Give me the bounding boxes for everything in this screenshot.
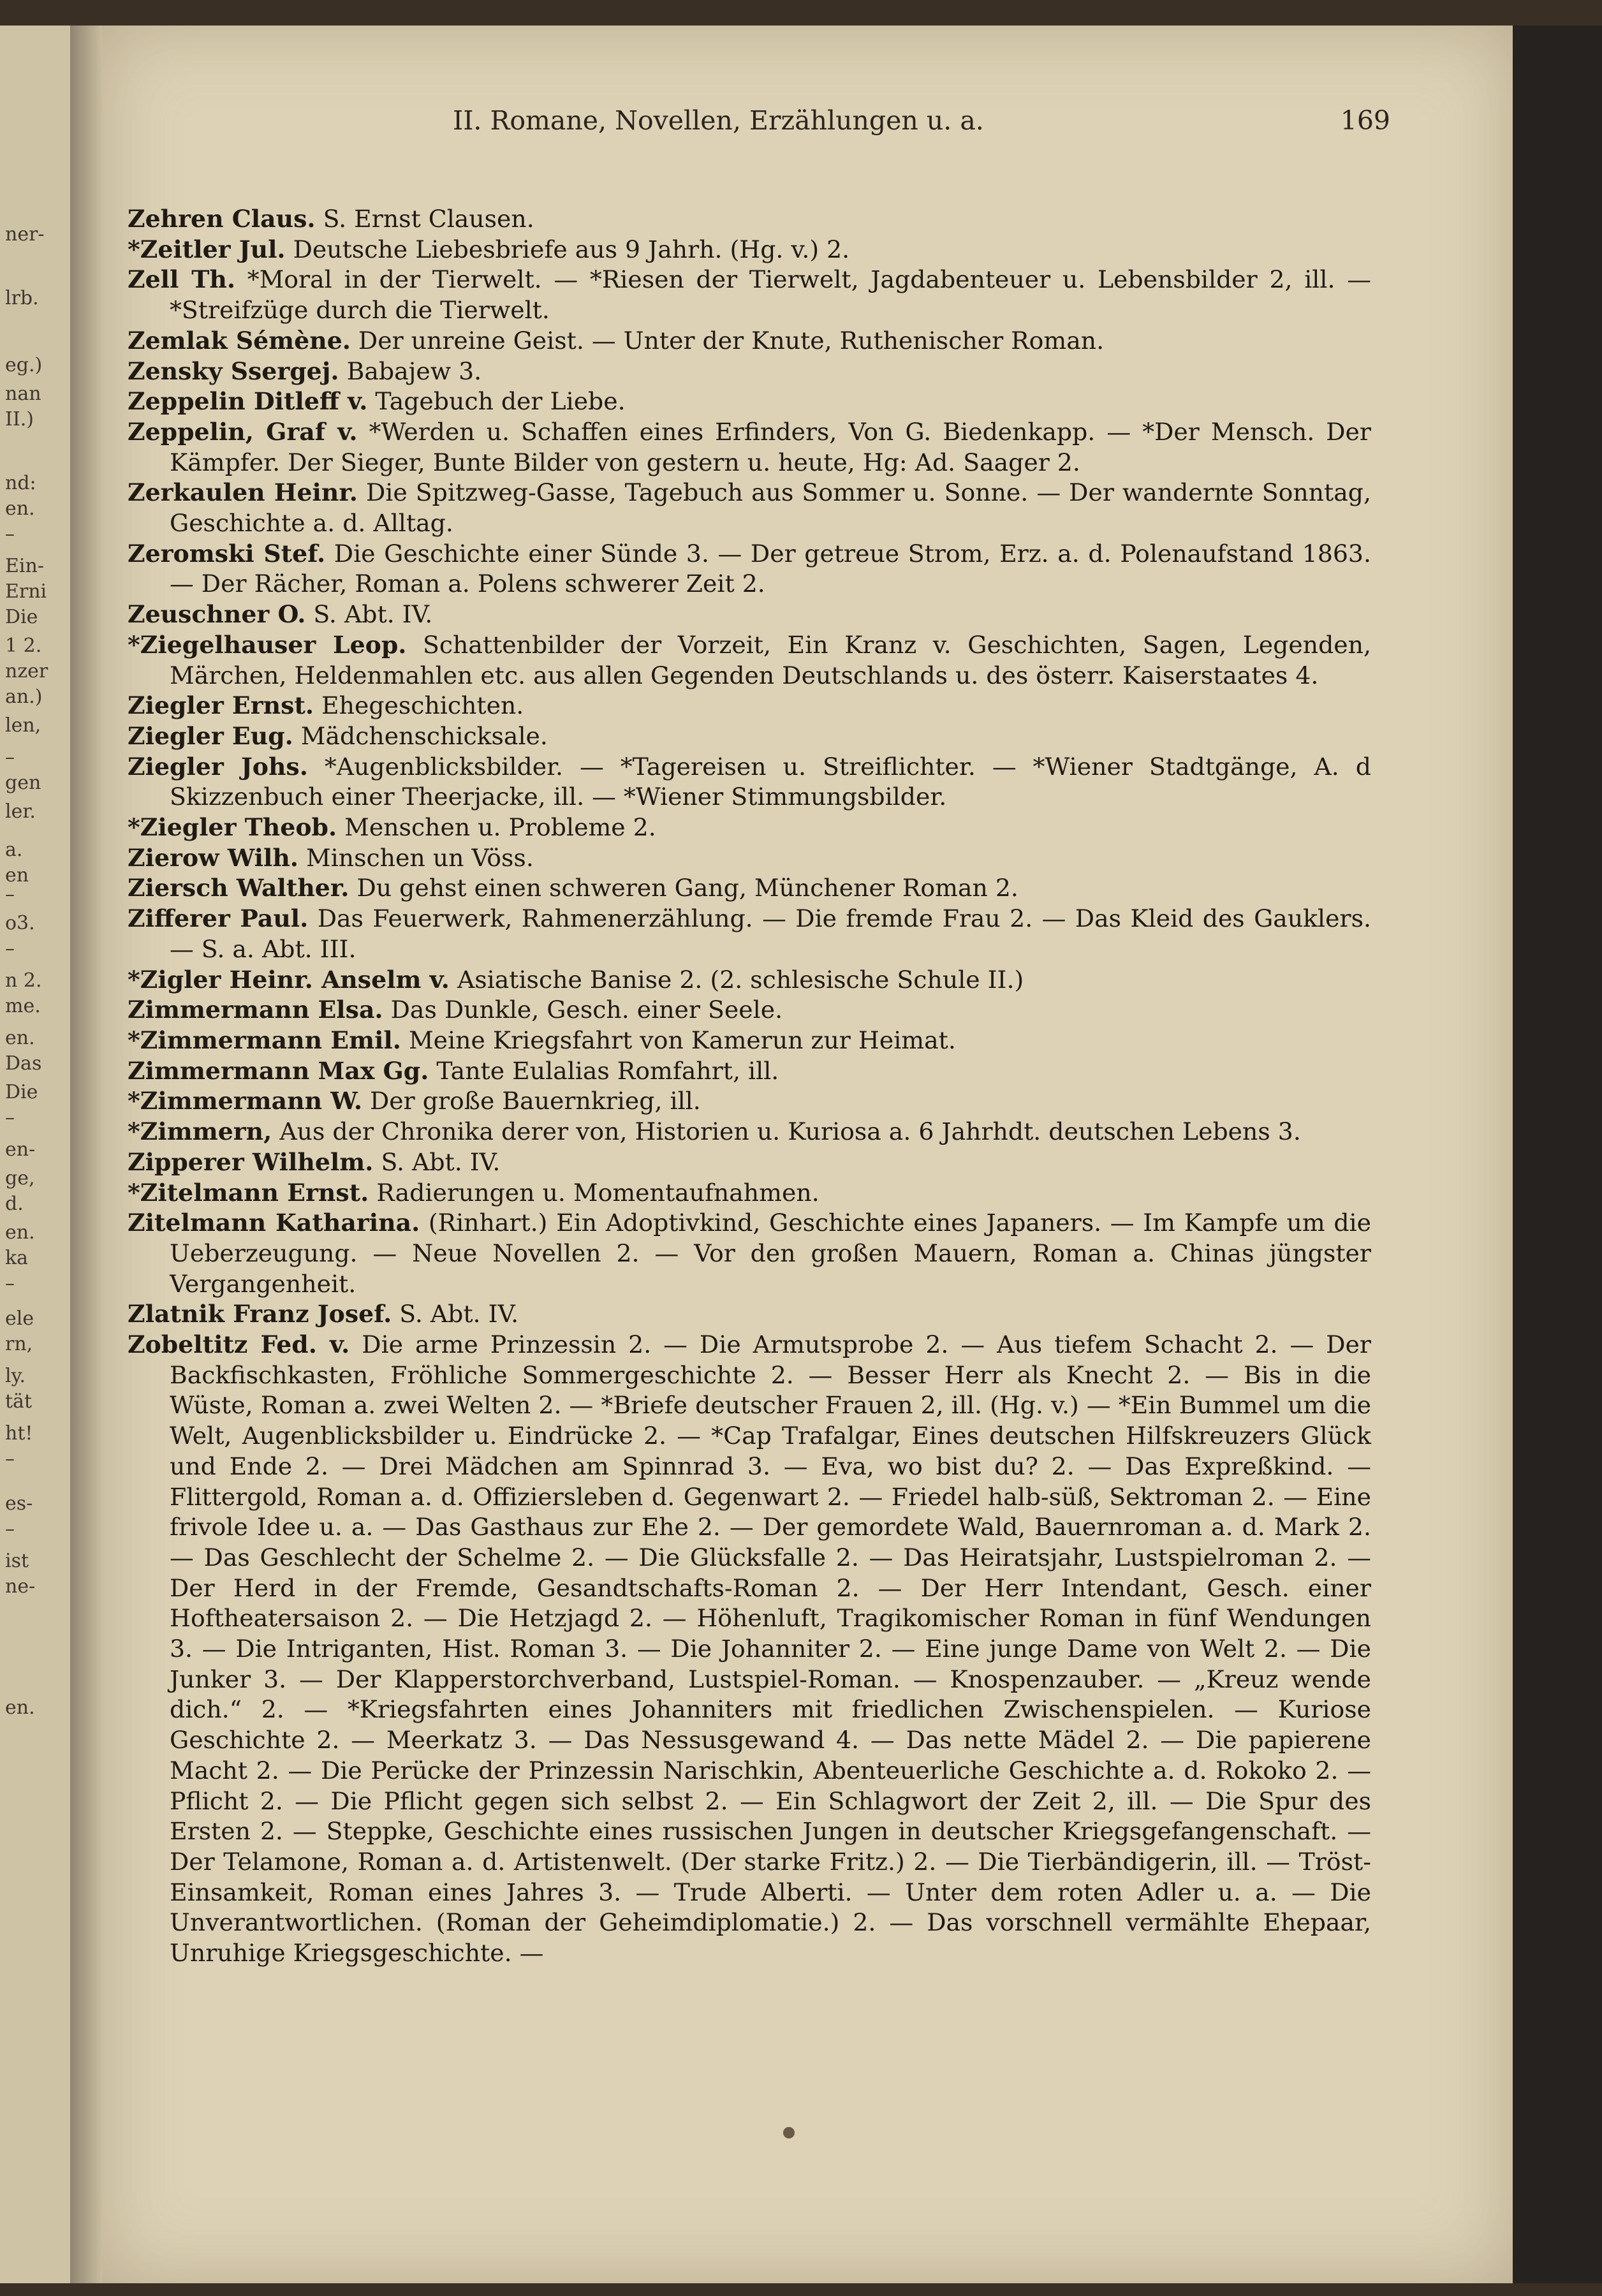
bibliography-entry <box>128 965 1371 996</box>
margin-fragment: me. <box>5 995 41 1017</box>
bibliography-entry <box>128 1330 1371 1969</box>
bibliography-entry <box>128 204 1371 235</box>
margin-fragment: ele <box>5 1307 34 1330</box>
entry-text: Der große Bauernkrieg, ill. <box>362 1087 701 1115</box>
bibliography-entry <box>128 357 1371 387</box>
entry-text: Die Geschichte einer Sünde 3. — Der getreue Strom, Erz. a. d. Polenaufstand 1863. — Der Rächer, Roman a. Polens schwerer Zeit 2. <box>170 539 1371 598</box>
margin-fragment: ly. <box>5 1365 26 1387</box>
margin-fragment: – <box>5 1448 15 1470</box>
margin-fragment: en. <box>5 1696 35 1719</box>
entry-text: Radierungen u. Momentaufnahmen. <box>369 1178 819 1207</box>
bibliography-entry <box>128 1056 1371 1087</box>
margin-fragment: – <box>5 1518 15 1540</box>
margin-fragment: ne- <box>5 1575 36 1598</box>
margin-fragment: ner- <box>5 223 45 246</box>
author-name: Zeromski Stef. <box>128 539 326 568</box>
bibliography-entry <box>128 235 1371 265</box>
entry-text: *Moral in der Tierwelt. — *Riesen der Tierwelt, Jagdabenteuer u. Lebensbilder 2, ill. — *Streifzüge durch die Tierwelt. <box>170 265 1372 325</box>
facing-page <box>0 26 72 2283</box>
author-name: *Zimmern, <box>128 1117 272 1146</box>
margin-fragment: ge, <box>5 1167 35 1189</box>
bibliography-entry <box>128 417 1371 478</box>
bibliography-entry <box>128 1147 1371 1178</box>
margin-fragment: nd: <box>5 472 36 494</box>
entry-text: Mädchenschicksale. <box>293 721 548 750</box>
margin-fragment: – <box>5 1107 15 1129</box>
bibliography-entry <box>128 843 1371 874</box>
author-name: Ziegler Eug. <box>128 721 293 750</box>
entry-text: Der unreine Geist. — Unter der Knute, Ruthenischer Roman. <box>350 326 1105 355</box>
margin-fragment: lrb. <box>5 287 39 309</box>
margin-fragment: II.) <box>5 408 34 430</box>
author-name: *Zeitler Jul. <box>128 235 286 263</box>
margin-fragment: nzer <box>5 660 48 682</box>
entry-text: *Augenblicksbilder. — *Tagereisen u. Streiflichter. — *Wiener Stadtgänge, A. d Skizzenbuch einer Theerjacke, ill. — *Wiener Stimmungsbilder. <box>170 752 1371 811</box>
author-name: Ziersch Walther. <box>128 874 349 902</box>
margin-fragment: rn, <box>5 1333 33 1355</box>
header-title: II. Romane, Novellen, Erzählungen u. a. <box>453 105 984 136</box>
margin-fragment: – <box>5 746 15 769</box>
author-name: Zerkaulen Heinr. <box>128 478 358 507</box>
entry-text: Du gehst einen schweren Gang, Münchener Roman 2. <box>349 874 1018 902</box>
author-name: *Zimmermann W. <box>128 1087 362 1115</box>
bibliography-entry <box>128 386 1371 417</box>
entry-text: Die arme Prinzessin 2. — Die Armutsprobe 2. — Aus tiefem Schacht 2. — Der Backfischkasten, Fröhliche Sommergeschichte 2. — Besser Herr als Knecht 2. — Bis in die Wüste, Roman a. zwei Welten 2. — *Briefe deutscher Frauen 2, ill. (Hg. v.) — *Ein Bummel um die Welt, Augenblicksbilder u. Eindrücke 2. — *Cap Trafalgar, Eines deutschen Hilfskreuzers Glück und Ende 2. — Drei Mädchen am Spinnrad 3. — Eva, wo bist du? 2. — Das Expreßkind. — Flittergold, Roman a. d. Offiziersleben d. Gegenwart 2. — Friedel halb-süß, Sektroman 2. — Eine frivole Idee u. a. — Das Gasthaus zur Ehe 2. — Der gemordete Wald, Bauernroman a. d. Mark 2. — Das Geschlecht der Schelme 2. — Die Glücksfalle 2. — Das Heiratsjahr, Lustspielroman 2. — Der Herd in der Fremde, Gesandtschafts-Roman 2. — Der Herr Intendant, Gesch. einer Hoftheatersaison 2. — Die Hetzjagd 2. — Höhenluft, Tragikomischer Roman in fünf Wendungen 3. — Die Intriganten, Hist. Roman 3. — Die Johanniter 2. — Eine junge Dame von Welt 2. — Die Junker 3. — Der Klapperstorchverband, Lustspiel-Roman. — Knospenzauber. — „Kreuz wende dich.“ 2. — *Kriegsfahrten eines Johanniters mit friedlichen Zwischenspielen. — Kuriose Geschichte 2. — Meerkatz 3. — Das Nessusgewand 4. — Das nette Mädel 2. — Die papierene Macht 2. — Die Perücke der Prinzessin Narischkin, Abenteuerliche Geschichte a. d. Rokoko 2. — Pflicht 2. — Die Pflicht gegen sich selbst 2. — Ein Schlagwort der Zeit 2, ill. — Die Spur des Ersten 2. — Steppke, Geschichte eines russischen Jungen in deutscher Kriegsgefangenschaft. — Der Telamone, Roman a. d. Artistenwelt. (Der starke Fritz.) 2. — Die Tierbändigerin, ill. — Tröst-Einsamkeit, Roman eines Jahres 3. — Trude Alberti. — Unter dem roten Adler u. a. — Die Unverantwortlichen. (Roman der Geheimdiplomatie.) 2. — Das vorschnell vermählte Ehepaar, Unruhige Kriegsgeschichte. — <box>170 1330 1371 1968</box>
bibliography-entry <box>128 539 1371 600</box>
author-name: Zeuschner O. <box>128 600 306 629</box>
entry-text: Babajew 3. <box>339 357 482 385</box>
margin-fragment: en- <box>5 1138 36 1161</box>
margin-fragment: – <box>5 883 15 906</box>
margin-fragment: en. <box>5 497 35 520</box>
author-name: Zeppelin, Graf v. <box>128 417 358 446</box>
margin-fragment: ka <box>5 1247 29 1269</box>
margin-fragment: en <box>5 864 29 887</box>
author-name: Zitelmann Katharina. <box>128 1209 420 1237</box>
bibliography-entry <box>128 600 1371 630</box>
margin-fragment: – <box>5 523 15 545</box>
margin-fragment: nan <box>5 383 41 405</box>
margin-fragment: Die <box>5 1081 38 1103</box>
margin-fragment: o3. <box>5 912 35 934</box>
author-name: *Zigler Heinr. Anselm v. <box>128 965 450 994</box>
bibliography-entry <box>128 1208 1371 1299</box>
margin-fragment: ht! <box>5 1422 33 1445</box>
margin-fragment: – <box>5 1272 15 1295</box>
entry-text: S. Abt. IV. <box>392 1300 519 1328</box>
bibliography-entry <box>128 904 1371 964</box>
author-name: Ziegler Ernst. <box>128 691 314 720</box>
margin-fragment: es- <box>5 1492 33 1515</box>
bibliography-entry <box>128 630 1371 691</box>
margin-fragment: eg.) <box>5 354 43 376</box>
bibliography-entry <box>128 995 1371 1026</box>
entry-text: S. Abt. IV. <box>373 1147 501 1176</box>
author-name: *Ziegelhauser Leop. <box>128 630 407 659</box>
margin-fragment: d. <box>5 1193 24 1215</box>
page-number: 169 <box>1340 105 1390 136</box>
bibliography-entries <box>128 204 1371 2137</box>
entry-text: Menschen u. Probleme 2. <box>337 813 656 842</box>
bibliography-entry <box>128 721 1371 752</box>
bibliography-entry <box>128 1178 1371 1209</box>
entry-text: *Werden u. Schaffen eines Erfinders, Von G. Biedenkapp. — *Der Mensch. Der Kämpfer. Der Sieger, Bunte Bilder von gestern u. heute, Hg: Ad. Saager 2. <box>170 417 1371 476</box>
author-name: *Zimmermann Emil. <box>128 1026 401 1054</box>
entry-text: Die Spitzweg-Gasse, Tagebuch aus Sommer u. Sonne. — Der wandernte Sonntag, Geschichte a. d. Alltag. <box>170 478 1371 538</box>
margin-fragment: tät <box>5 1390 32 1413</box>
author-name: *Ziegler Theob. <box>128 813 337 842</box>
facing-page-margin-text <box>0 26 70 2283</box>
entry-text: Ehegeschichten. <box>314 691 524 720</box>
author-name: Zehren Claus. <box>128 205 316 233</box>
background-edge <box>1513 26 1602 2283</box>
margin-fragment: en. <box>5 1221 35 1244</box>
author-name: Zierow Wilh. <box>128 843 298 872</box>
entry-text: S. Ernst Clausen. <box>315 205 534 233</box>
bibliography-entry <box>128 1117 1371 1147</box>
author-name: Zimmermann Max Gg. <box>128 1056 429 1085</box>
author-name: Zell Th. <box>128 265 235 294</box>
author-name: *Zitelmann Ernst. <box>128 1178 369 1207</box>
entry-text: (Rinhart.) Ein Adoptivkind, Geschichte eines Japaners. — Im Kampfe um die Ueberzeugung. — Neue Novellen 2. — Vor den großen Mauern, Roman a. Chinas jüngster Vergangenheit. <box>170 1209 1371 1298</box>
entry-text: S. Abt. IV. <box>305 600 433 629</box>
bibliography-entry <box>128 691 1371 721</box>
margin-fragment: Erni <box>5 580 47 603</box>
margin-fragment: ler. <box>5 800 36 823</box>
bibliography-entry <box>128 265 1371 325</box>
bibliography-entry <box>128 326 1371 357</box>
margin-fragment: len, <box>5 714 41 737</box>
margin-fragment: Die <box>5 606 38 628</box>
bibliography-entry <box>128 752 1371 813</box>
bibliography-entry <box>128 873 1371 904</box>
margin-fragment: a. <box>5 839 23 861</box>
margin-fragment: Ein- <box>5 555 44 577</box>
entry-text: Das Dunkle, Gesch. einer Seele. <box>383 996 783 1024</box>
entry-text: Das Feuerwerk, Rahmenerzählung. — Die fremde Frau 2. — Das Kleid des Gauklers. — S. a. Abt. III. <box>170 904 1371 963</box>
bibliography-entry <box>128 1299 1371 1330</box>
margin-fragment: n 2. <box>5 969 42 992</box>
margin-fragment: en. <box>5 1027 35 1049</box>
page-blot <box>783 2127 795 2138</box>
author-name: Zifferer Paul. <box>128 904 309 933</box>
entry-text: Minschen un Vöss. <box>298 843 534 872</box>
author-name: Zeppelin Ditleff v. <box>128 387 368 416</box>
entry-text: Deutsche Liebesbriefe aus 9 Jahrh. (Hg. v.) 2. <box>285 235 850 263</box>
entry-text: Tagebuch der Liebe. <box>367 387 626 416</box>
author-name: Zimmermann Elsa. <box>128 996 383 1024</box>
margin-fragment: ist <box>5 1550 29 1572</box>
margin-fragment: – <box>5 938 15 960</box>
entry-text: Tante Eulalias Romfahrt, ill. <box>429 1056 779 1085</box>
entry-text: Aus der Chronika derer von, Historien u. Kuriosa a. 6 Jahrhdt. deutschen Lebens 3. <box>272 1117 1301 1146</box>
author-name: Zensky Ssergej. <box>128 357 339 385</box>
margin-fragment: an.) <box>5 686 43 708</box>
bibliography-entry <box>128 813 1371 843</box>
entry-text: Asiatische Banise 2. (2. schlesische Schule II.) <box>449 965 1024 994</box>
bibliography-entry <box>128 478 1371 538</box>
bibliography-entry <box>128 1086 1371 1117</box>
author-name: Zipperer Wilhelm. <box>128 1147 374 1176</box>
running-header <box>357 105 1390 150</box>
author-name: Zobeltitz Fed. v. <box>128 1330 350 1359</box>
margin-fragment: gen <box>5 772 41 794</box>
author-name: Zlatnik Franz Josef. <box>128 1300 392 1328</box>
entry-text: Schattenbilder der Vorzeit, Ein Kranz v. Geschichten, Sagen, Legenden, Märchen, Heldenmahlen etc. aus allen Gegenden Deutschlands u. des österr. Kaiserstaates 4. <box>170 630 1371 689</box>
margin-fragment: Das <box>5 1052 42 1075</box>
author-name: Zemlak Sémène. <box>128 326 351 355</box>
bibliography-entry <box>128 1026 1371 1056</box>
book-gutter <box>70 26 102 2283</box>
entry-text: Meine Kriegsfahrt von Kamerun zur Heimat. <box>400 1026 956 1054</box>
author-name: Ziegler Johs. <box>128 752 308 781</box>
margin-fragment: 1 2. <box>5 635 42 657</box>
